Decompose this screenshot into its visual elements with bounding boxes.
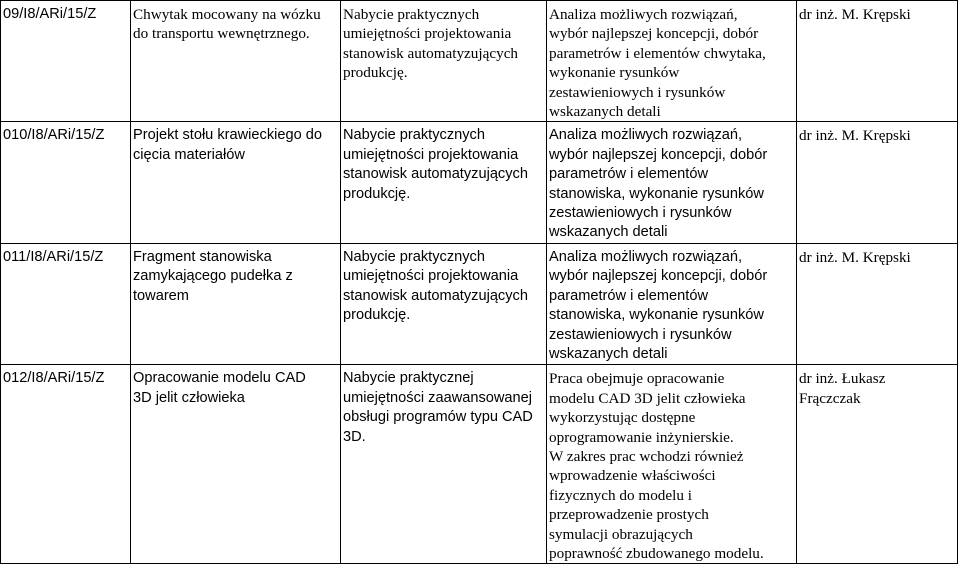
- topic-goal-line: umiejętności projektowania: [343, 268, 519, 285]
- topic-supervisor: dr inż. Łukasz: [799, 370, 886, 388]
- topic-goal-line: 3D.: [343, 428, 366, 445]
- topic-code: 011/I8/ARi/15/Z: [3, 248, 104, 265]
- topic-description-line: zestawieniowych i rysunków: [549, 326, 732, 343]
- topic-goal-line: Nabycie praktycznych: [343, 248, 485, 265]
- topic-description-line: wprowadzenie właściwości: [549, 467, 716, 485]
- topic-title-line: towarem: [133, 287, 189, 304]
- topic-description-line: Praca obejmuje opracowanie: [549, 370, 725, 388]
- topic-title-line: Projekt stołu krawieckiego do: [133, 127, 322, 144]
- topic-description-line: parametrów i elementów chwytaka,: [549, 44, 766, 62]
- table-row: [1, 122, 958, 243]
- topic-code: 09/I8/ARi/15/Z: [3, 6, 97, 22]
- topic-goal-cell: [341, 1, 547, 122]
- topic-goal-line: obsługi programów typu CAD: [343, 409, 533, 426]
- topic-title-cell: [131, 122, 341, 243]
- topic-goal-line: umiejętności zaawansowanej: [343, 389, 533, 406]
- topic-supervisor-cell: [797, 365, 958, 564]
- topic-goal-line: umiejętności projektowania: [343, 25, 512, 43]
- table-row: [1, 243, 958, 364]
- topic-description-line: wykonanie rysunków: [549, 64, 680, 82]
- topic-goal-line: stanowisk automatyzujących: [343, 166, 528, 183]
- topic-description-line: zestawieniowych i rysunków: [549, 83, 726, 101]
- topic-goal-line: produkcję.: [343, 307, 411, 324]
- topic-description-line: stanowiska, wykonanie rysunków: [549, 185, 764, 202]
- topic-code-cell: [1, 365, 131, 564]
- topic-description-cell: [547, 243, 797, 364]
- topic-goal-cell: [341, 243, 547, 364]
- topic-supervisor: dr inż. M. Krępski: [799, 248, 911, 266]
- topic-title-cell: [131, 243, 341, 364]
- topic-goal-line: stanowisk automatyzujących: [343, 44, 519, 62]
- topic-description-line: wybór najlepszej koncepcji, dobór: [549, 146, 768, 163]
- topic-supervisor: dr inż. M. Krępski: [799, 6, 911, 23]
- topic-goal-line: Nabycie praktycznych: [343, 127, 485, 144]
- topic-description-line: wybór najlepszej koncepcji, dobór: [549, 25, 759, 43]
- topic-supervisor-cell: [797, 243, 958, 364]
- topic-title-line: zamykającego pudełka z: [133, 268, 293, 285]
- topic-title-cell: [131, 1, 341, 122]
- topic-description-line: zestawieniowych i rysunków: [549, 205, 732, 222]
- topic-description-line: Analiza możliwych rozwiązań,: [549, 6, 738, 23]
- topic-code-cell: [1, 243, 131, 364]
- topic-goal-line: stanowisk automatyzujących: [343, 287, 528, 304]
- topic-supervisor: dr inż. M. Krępski: [799, 127, 911, 145]
- topic-description-line: stanowiska, wykonanie rysunków: [549, 307, 764, 324]
- topic-description-line: wskazanych detali: [549, 224, 668, 241]
- topic-title-line: Chwytak mocowany na wózku: [133, 6, 321, 23]
- topic-goal-line: umiejętności projektowania: [343, 146, 519, 163]
- topic-code-cell: [1, 122, 131, 243]
- topic-description-line: W zakres prac wchodzi również: [549, 447, 744, 465]
- topic-description-line: przeprowadzenie prostych: [549, 506, 709, 524]
- topic-description-line: parametrów i elementów: [549, 287, 708, 304]
- topic-description-line: Analiza możliwych rozwiązań,: [549, 248, 743, 265]
- topic-goal-line: Nabycie praktycznej: [343, 370, 474, 387]
- topic-goal-cell: [341, 122, 547, 243]
- topic-description-line: wybór najlepszej koncepcji, dobór: [549, 268, 768, 285]
- topic-title-line: cięcia materiałów: [133, 146, 245, 163]
- topic-description-line: wykorzystując dostępne: [549, 409, 696, 427]
- topic-description-line: oprogramowanie inżynierskie.: [549, 428, 734, 446]
- topic-description-line: wskazanych detali: [549, 345, 668, 362]
- topic-description-line: symulacji obrazujących: [549, 525, 693, 543]
- topic-title-line: do transportu wewnętrznego.: [133, 25, 310, 43]
- topic-description-cell: [547, 1, 797, 122]
- topic-description-line: fizycznych do modelu i: [549, 486, 692, 504]
- topic-goal-line: Nabycie praktycznych: [343, 6, 480, 23]
- topic-description-line: poprawność zbudowanego modelu.: [549, 544, 764, 562]
- topic-description-cell: [547, 365, 797, 564]
- topic-description-line: wskazanych detali: [549, 103, 661, 121]
- topic-description-cell: [547, 122, 797, 243]
- topic-description-line: Analiza możliwych rozwiązań,: [549, 127, 743, 144]
- table-row: [1, 1, 958, 122]
- topic-title-line: Fragment stanowiska: [133, 248, 272, 265]
- topic-code: 010/I8/ARi/15/Z: [3, 127, 105, 144]
- topic-title-line: Opracowanie modelu CAD: [133, 370, 306, 387]
- topic-supervisor-cell: [797, 122, 958, 243]
- topic-goal-line: produkcję.: [343, 185, 411, 202]
- topic-description-line: modelu CAD 3D jelit człowieka: [549, 389, 746, 407]
- topic-supervisor: Frączczak: [799, 389, 861, 407]
- topic-code: 012/I8/ARi/15/Z: [3, 370, 105, 387]
- topic-description-line: parametrów i elementów: [549, 166, 708, 183]
- topic-goal-cell: [341, 365, 547, 564]
- topic-goal-line: produkcję.: [343, 64, 408, 82]
- table-row: [1, 365, 958, 564]
- topic-supervisor-cell: [797, 1, 958, 122]
- topic-title-cell: [131, 365, 341, 564]
- topic-code-cell: [1, 1, 131, 122]
- topic-title-line: 3D jelit człowieka: [133, 389, 245, 406]
